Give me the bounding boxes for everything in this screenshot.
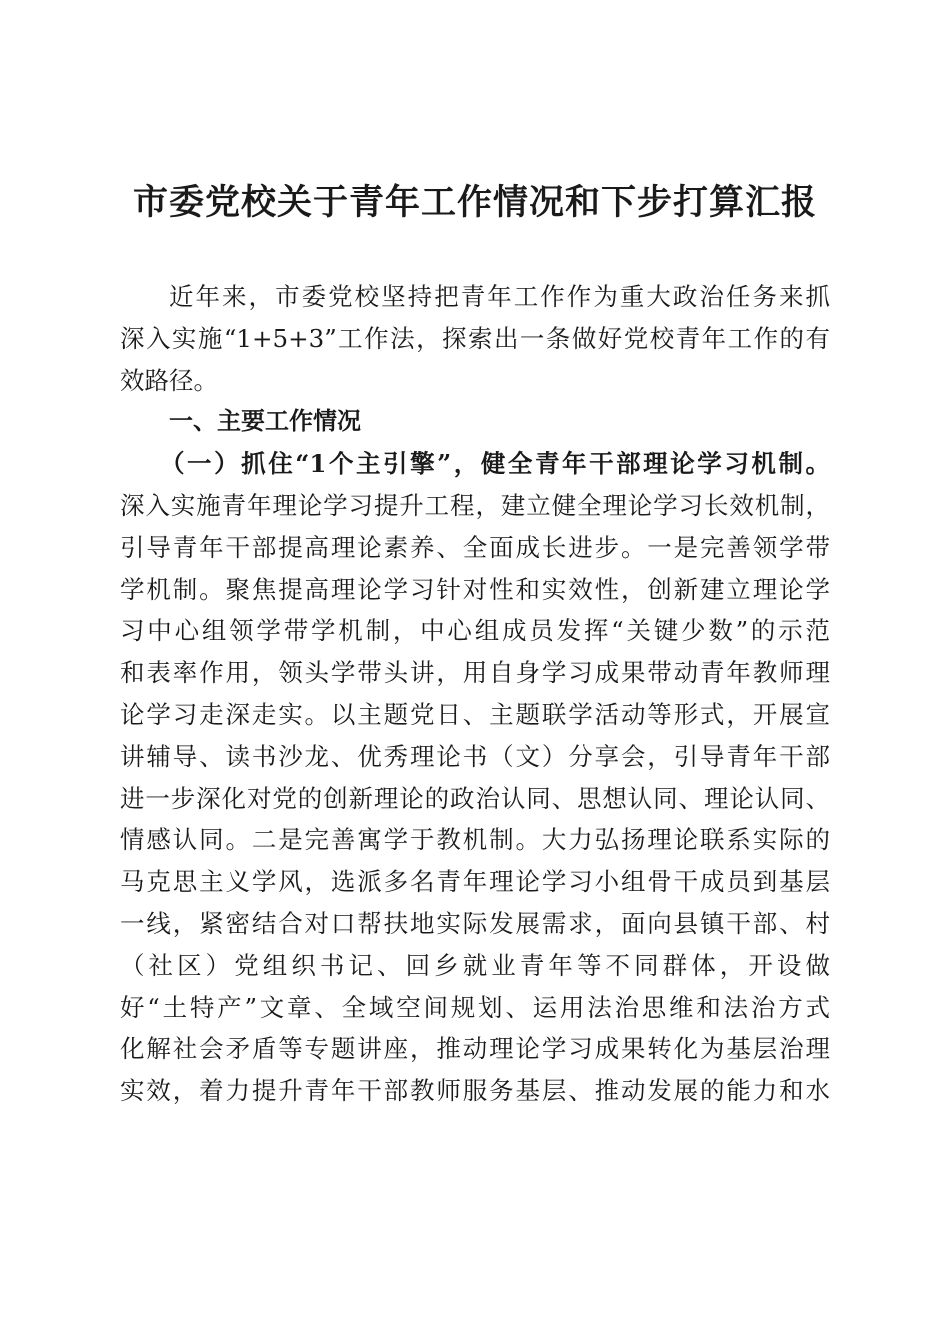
paragraph-line: 引导青年干部提高理论素养、全面成长进步。一是完善领学带 bbox=[120, 532, 830, 562]
paragraph-line: 深入实施“1+5+3”工作法，探索出一条做好党校青年工作的有 bbox=[120, 323, 830, 353]
paragraph-line: 讲辅导、读书沙龙、优秀理论书（文）分享会，引导青年干部 bbox=[120, 741, 830, 771]
paragraph-line: 马克思主义学风，选派多名青年理论学习小组骨干成员到基层 bbox=[120, 867, 830, 897]
paragraph-line: 近年来，市委党校坚持把青年工作作为重大政治任务来抓 bbox=[169, 282, 830, 311]
paragraph-line: 实效，着力提升青年干部教师服务基层、推动发展的能力和水 bbox=[120, 1076, 830, 1106]
paragraph-line: （社区）党组织书记、回乡就业青年等不同群体，开设做 bbox=[120, 950, 830, 980]
section-heading: 一、主要工作情况 bbox=[169, 407, 361, 436]
paragraph-line: 深入实施青年理论学习提升工程，建立健全理论学习长效机制， bbox=[120, 490, 830, 520]
document-title: 市委党校关于青年工作情况和下步打算汇报 bbox=[132, 182, 817, 223]
paragraph-line: 论学习走深走实。以主题党日、主题联学活动等形式，开展宣 bbox=[120, 699, 830, 729]
paragraph-line: 效路径。 bbox=[120, 365, 218, 395]
subsection-heading: （一）抓住“1个主引擎”，健全青年干部理论学习机制。 bbox=[160, 449, 830, 479]
paragraph-line: 学机制。聚焦提高理论学习针对性和实效性，创新建立理论学 bbox=[120, 574, 830, 604]
paragraph-line: 和表率作用，领头学带头讲，用自身学习成果带动青年教师理 bbox=[120, 658, 830, 688]
paragraph-line: 化解社会矛盾等专题讲座，推动理论学习成果转化为基层治理 bbox=[120, 1034, 830, 1064]
document-body bbox=[120, 276, 830, 1112]
paragraph-line: 好“土特产”文章、全域空间规划、运用法治思维和法治方式 bbox=[120, 992, 830, 1022]
paragraph-line: 进一步深化对党的创新理论的政治认同、思想认同、理论认同、 bbox=[120, 783, 830, 813]
paragraph-line: 一线，紧密结合对口帮扶地实际发展需求，面向县镇干部、村 bbox=[120, 908, 830, 938]
paragraph-line: 习中心组领学带学机制，中心组成员发挥“关键少数”的示范 bbox=[120, 616, 830, 646]
paragraph-line: 情感认同。二是完善寓学于教机制。大力弘扬理论联系实际的 bbox=[120, 825, 830, 855]
